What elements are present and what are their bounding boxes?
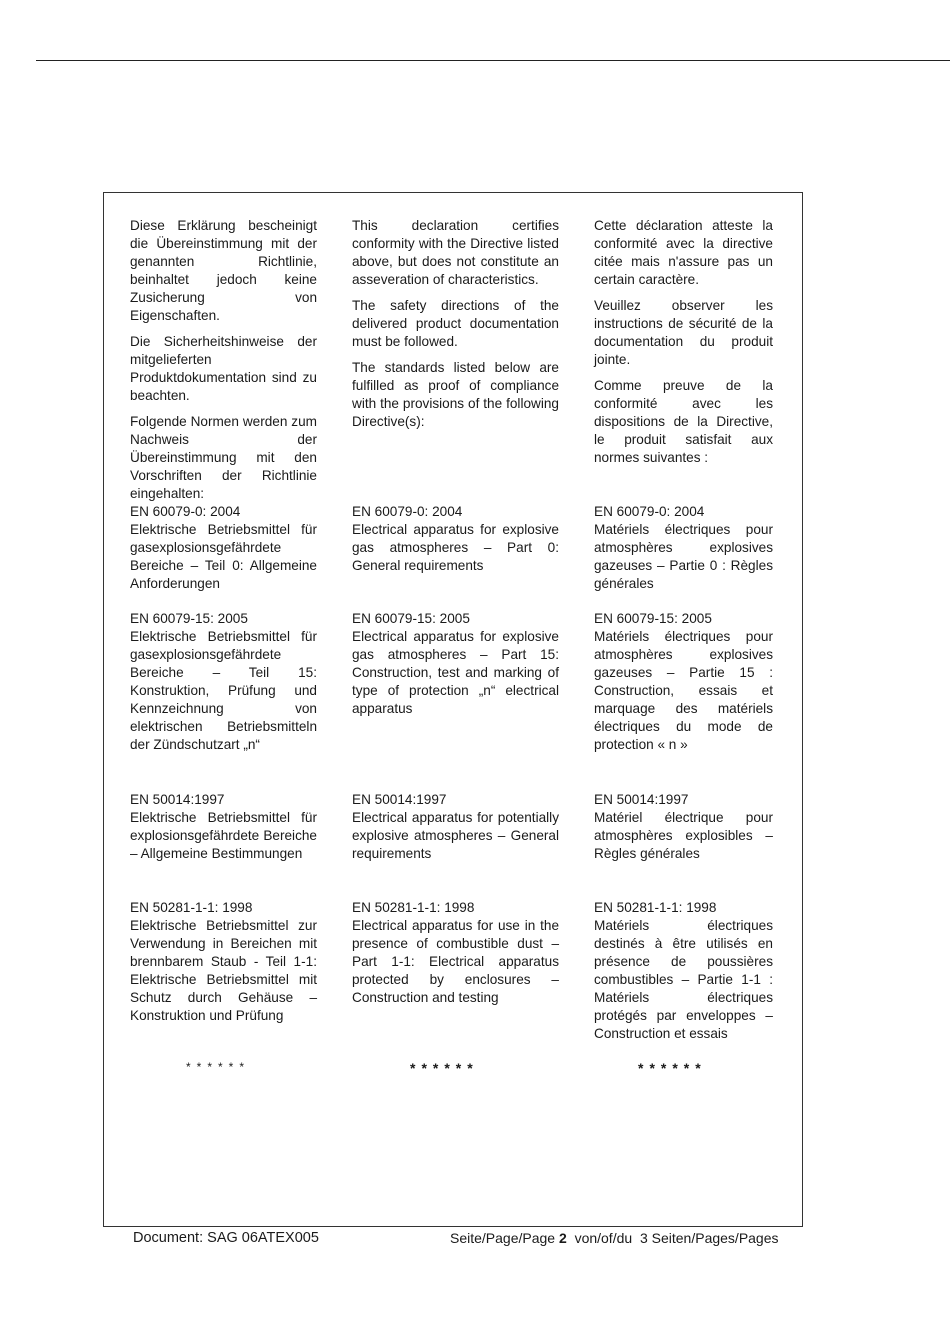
standard-code: EN 60079-0: 2004 bbox=[352, 504, 463, 519]
intro-en-p1: This declaration certifies conformity with the Directive listed above, but does not constitute an asseveration of characteristics. bbox=[352, 218, 559, 287]
standard-description: Matériels électriques pour atmosphères explosives gazeuses – Partie 0 : Règles générales bbox=[594, 522, 773, 591]
intro-fr-p2: Veuillez observer les instructions de sécurité de la documentation du produit jointe. bbox=[594, 298, 773, 367]
page-total: 3 bbox=[639, 1230, 648, 1246]
separator-de: ****** bbox=[186, 1060, 251, 1074]
intro-en-p3: The standards listed below are fulfilled as proof of compliance with the provisions of the following Directive(s): bbox=[352, 360, 559, 429]
standard-description: Elektrische Betriebsmittel zur Verwendung in Bereichen mit brennbarem Staub - Teil 1-1: Elektrische Betriebsmittel mit Schutz durch Gehäuse – Konstruktion und Prüfung bbox=[130, 918, 317, 1023]
standard-description: Electrical apparatus for explosive gas atmospheres – Part 15: Construction, test and marking of type of protection „n“ electrical apparatus bbox=[352, 629, 559, 716]
standard-description: Matériels électriques destinés à être utilisés en présence de poussières combustibles – Partie 1-1 : Matériels électriques protégés par enveloppes – Construction et essais bbox=[594, 918, 773, 1041]
standard-code: EN 60079-15: 2005 bbox=[352, 611, 470, 626]
intro-de-p1: Diese Erklärung bescheinigt die Übereinstimmung mit der genannten Richtlinie, beinhaltet jedoch keine Zusicherung von Eigenschaften. bbox=[130, 218, 317, 323]
standard-3-fr bbox=[594, 791, 773, 863]
page-prefix: Seite/Page/Page bbox=[450, 1230, 556, 1246]
standard-2-en bbox=[352, 610, 559, 718]
standard-2-de bbox=[130, 610, 317, 754]
standard-description: Elektrische Betriebsmittel für gasexplosionsgefährdete Bereiche – Teil 15: Konstruktion, Prüfung und Kennzeichnung von elektrischen Betriebsmitteln der Zündschutzart „n“ bbox=[130, 629, 317, 752]
standard-code: EN 50281-1-1: 1998 bbox=[352, 900, 475, 915]
standard-code: EN 50014:1997 bbox=[594, 792, 689, 807]
standard-2-fr bbox=[594, 610, 773, 754]
standard-code: EN 50014:1997 bbox=[130, 792, 225, 807]
intro-en bbox=[352, 217, 559, 431]
intro-fr bbox=[594, 217, 773, 467]
page-indicator bbox=[450, 1230, 779, 1246]
page-suffix: Seiten/Pages/Pages bbox=[651, 1230, 779, 1246]
standard-code: EN 60079-15: 2005 bbox=[594, 611, 712, 626]
page-mid: von/of/du bbox=[574, 1230, 633, 1246]
standard-code: EN 60079-0: 2004 bbox=[594, 504, 705, 519]
standard-3-de bbox=[130, 791, 317, 863]
standard-1-en bbox=[352, 503, 559, 575]
header-rule bbox=[36, 60, 950, 61]
standard-4-en bbox=[352, 899, 559, 1007]
standard-code: EN 60079-0: 2004 bbox=[130, 504, 241, 519]
standard-code: EN 50281-1-1: 1998 bbox=[594, 900, 717, 915]
intro-de-p2: Die Sicherheitshinweise der mitgelieferten Produktdokumentation sind zu beachten. bbox=[130, 334, 317, 403]
standard-description: Electrical apparatus for explosive gas atmospheres – Part 0: General requirements bbox=[352, 522, 559, 573]
standard-code: EN 50281-1-1: 1998 bbox=[130, 900, 253, 915]
intro-fr-p3: Comme preuve de la conformité avec les dispositions de la Directive, le produit satisfait aux normes suivantes : bbox=[594, 378, 773, 465]
separator-en: ****** bbox=[410, 1060, 479, 1076]
standard-description: Matériels électriques pour atmosphères explosives gazeuses – Partie 15 : Construction, essais et marquage des matériels électriques du mode de protection « n » bbox=[594, 629, 773, 752]
standard-description: Electrical apparatus for use in the presence of combustible dust – Part 1-1: Electrical apparatus protected by enclosures – Construction and testing bbox=[352, 918, 559, 1005]
standard-4-fr bbox=[594, 899, 773, 1043]
standard-3-en bbox=[352, 791, 559, 863]
standard-4-de bbox=[130, 899, 317, 1025]
standard-description: Elektrische Betriebsmittel für gasexplosionsgefährdete Bereiche – Teil 0: Allgemeine Anforderungen bbox=[130, 522, 317, 591]
standard-1-de bbox=[130, 503, 317, 593]
standard-description: Matériel électrique pour atmosphères explosibles – Règles générales bbox=[594, 810, 773, 861]
standard-code: EN 60079-15: 2005 bbox=[130, 611, 248, 626]
intro-de-p3: Folgende Normen werden zum Nachweis der Übereinstimmung mit den Vorschriften der Richtlinie eingehalten: bbox=[130, 414, 317, 501]
page-number: 2 bbox=[558, 1230, 567, 1246]
intro-de bbox=[130, 217, 317, 503]
document-reference: Document: SAG 06ATEX005 bbox=[133, 1230, 319, 1246]
standard-1-fr bbox=[594, 503, 773, 593]
standard-description: Elektrische Betriebsmittel für explosionsgefährdete Bereiche – Allgemeine Bestimmungen bbox=[130, 810, 317, 861]
separator-fr: ****** bbox=[638, 1060, 707, 1076]
standard-description: Electrical apparatus for potentially explosive atmospheres – General requirements bbox=[352, 810, 559, 861]
intro-en-p2: The safety directions of the delivered product documentation must be followed. bbox=[352, 298, 559, 349]
standard-code: EN 50014:1997 bbox=[352, 792, 447, 807]
intro-fr-p1: Cette déclaration atteste la conformité avec la directive citée mais n'assure pas un certain caractère. bbox=[594, 218, 773, 287]
